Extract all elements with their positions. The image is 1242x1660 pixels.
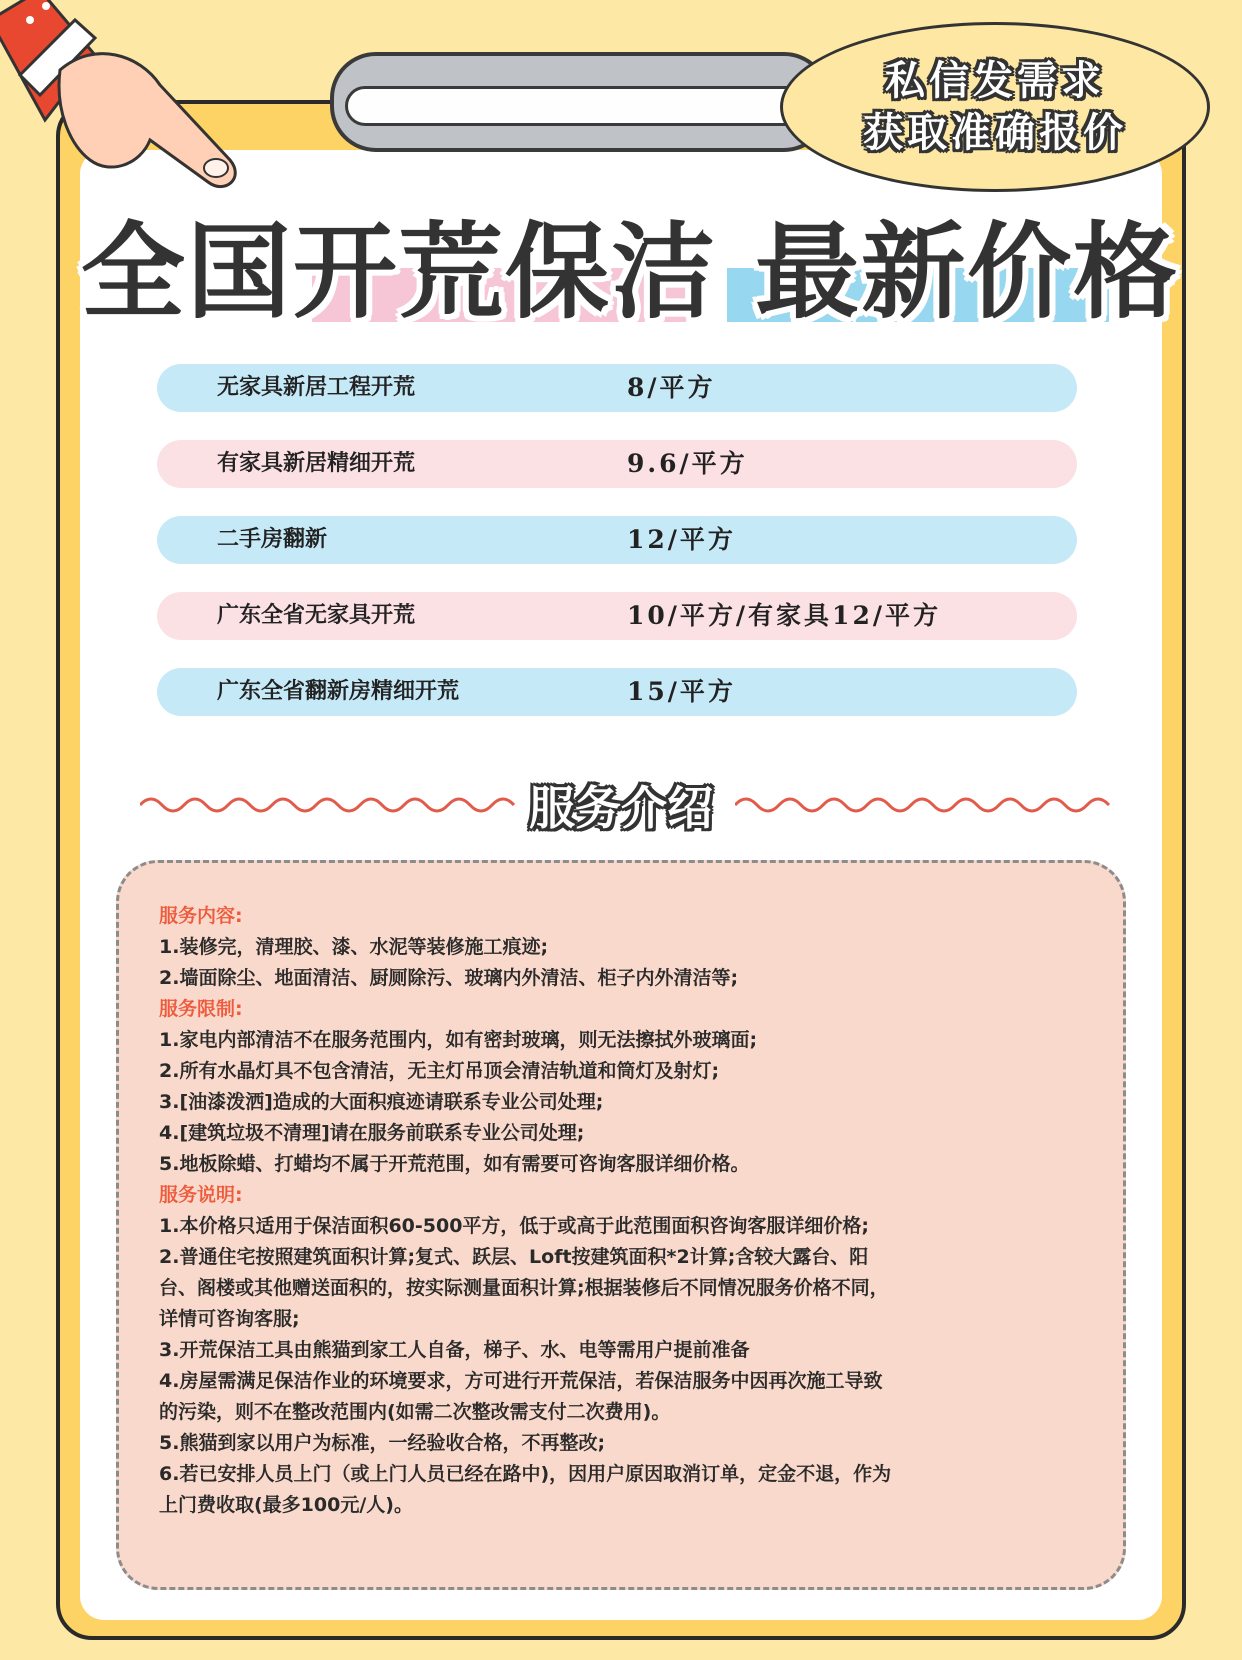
bubble-line-1: 私信发需求	[885, 58, 1105, 104]
price-name: 广东全省翻新房精细开荒	[217, 679, 460, 704]
price-row	[157, 516, 1077, 564]
section-heading: 服务说明:	[159, 1184, 243, 1206]
detail-line: 上门费收取(最多100元/人)。	[159, 1494, 413, 1516]
clipboard-clip-slot	[345, 86, 815, 126]
section-heading: 服务内容:	[159, 905, 243, 927]
detail-line: 4.[建筑垃圾不清理]请在服务前联系专业公司处理;	[159, 1122, 585, 1144]
price-name: 二手房翻新	[217, 527, 328, 552]
detail-line: 2.普通住宅按照建筑面积计算;复式、跃层、Loft按建筑面积*2计算;含较大露台、阳	[159, 1246, 869, 1268]
detail-line: 4.房屋需满足保洁作业的环境要求，方可进行开荒保洁，若保洁服务中因再次施工导致	[159, 1370, 883, 1392]
detail-line: 2.所有水晶灯具不包含清洁，无主灯吊顶会清洁轨道和筒灯及射灯;	[159, 1060, 720, 1082]
price-row	[157, 364, 1077, 412]
service-section-title: 服务介绍	[529, 781, 713, 835]
price-value: 12/平方	[627, 525, 736, 554]
detail-line: 3.开荒保洁工具由熊猫到家工人自备，梯子、水、电等需用户提前准备	[159, 1339, 750, 1361]
detail-line: 详情可咨询客服;	[159, 1308, 300, 1330]
bubble-line-2: 获取准确报价	[863, 110, 1127, 156]
price-row	[157, 592, 1077, 640]
detail-line: 5.地板除蜡、打蜡均不属于开荒范围，如有需要可咨询客服详细价格。	[159, 1153, 750, 1175]
wave-divider-left-icon	[140, 792, 520, 818]
price-name: 广东全省无家具开荒	[217, 603, 416, 628]
price-row	[157, 440, 1077, 488]
detail-line: 2.墙面除尘、地面清洁、厨厕除污、玻璃内外清洁、柜子内外清洁等;	[159, 967, 739, 989]
detail-line: 台、阁楼或其他赠送面积的，按实际测量面积计算;根据装修后不同情况服务价格不同，	[159, 1277, 889, 1299]
service-details-panel	[116, 860, 1126, 1590]
price-name: 有家具新居精细开荒	[217, 451, 416, 476]
price-value: 15/平方	[627, 677, 736, 706]
section-heading: 服务限制:	[159, 998, 243, 1020]
page-title: 全国开荒保洁 最新价格	[80, 211, 1180, 333]
detail-line: 5.熊猫到家以用户为标准，一经验收合格，不再整改;	[159, 1432, 606, 1454]
price-value: 9.6/平方	[627, 449, 748, 478]
detail-line: 3.[油漆泼洒]造成的大面积痕迹请联系专业公司处理;	[159, 1091, 604, 1113]
detail-line: 1.家电内部清洁不在服务范围内，如有密封玻璃，则无法擦拭外玻璃面;	[159, 1029, 758, 1051]
pointing-hand-icon	[0, 0, 270, 210]
price-name: 无家具新居工程开荒	[217, 375, 416, 400]
detail-line: 的污染，则不在整改范围内(如需二次整改需支付二次费用)。	[159, 1401, 671, 1423]
price-row	[157, 668, 1077, 716]
wave-divider-right-icon	[735, 792, 1115, 818]
price-value: 10/平方/有家具12/平方	[627, 601, 941, 630]
speech-bubble	[780, 22, 1210, 192]
detail-line: 1.装修完，清理胶、漆、水泥等装修施工痕迹;	[159, 936, 549, 958]
detail-line: 6.若已安排人员上门（或上门人员已经在路中)，因用户原因取消订单，定金不退，作为	[159, 1463, 892, 1485]
detail-line: 1.本价格只适用于保洁面积60-500平方，低于或高于此范围面积咨询客服详细价格;	[159, 1215, 870, 1237]
price-value: 8/平方	[627, 373, 716, 402]
